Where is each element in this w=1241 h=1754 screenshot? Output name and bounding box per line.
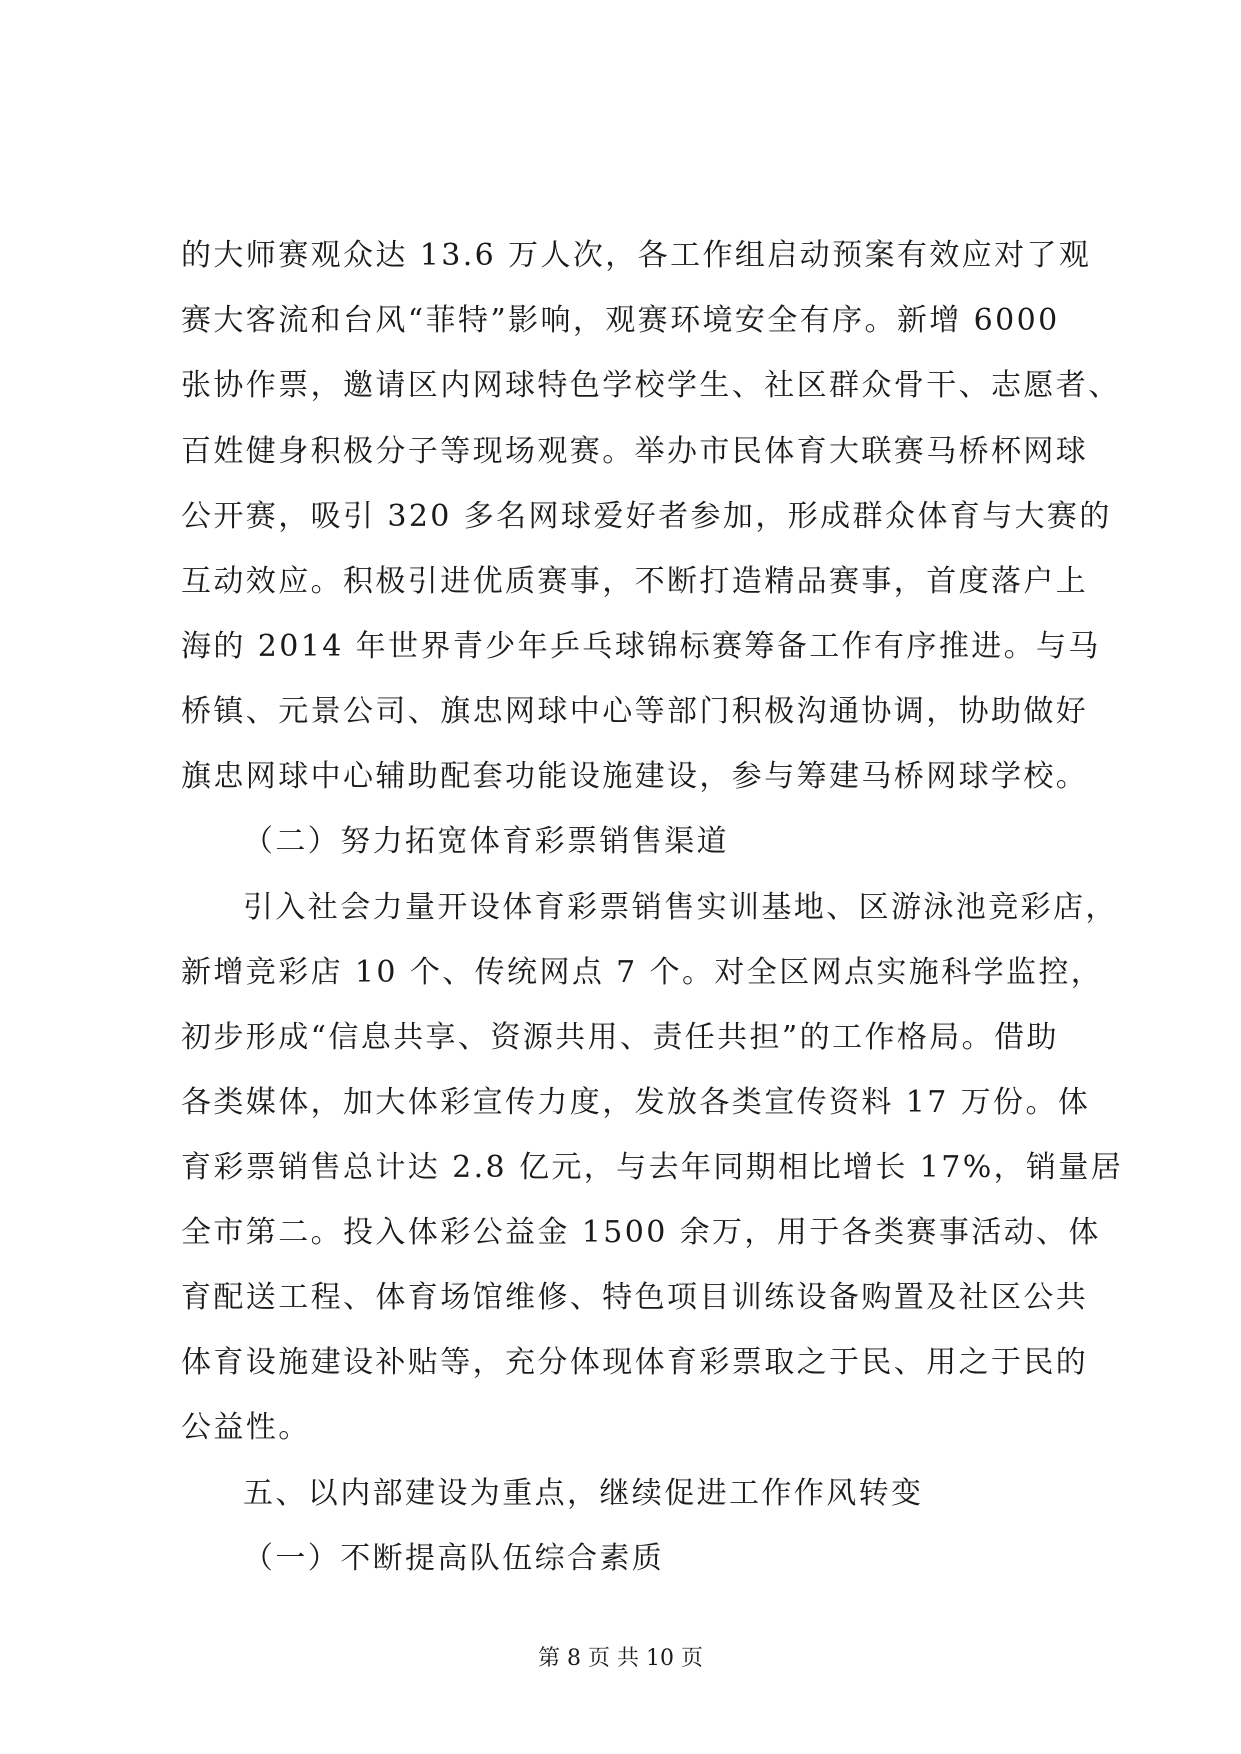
subsection-heading: （一）不断提高队伍综合素质	[243, 1541, 665, 1576]
page-number-footer: 第 8 页 共 10 页	[538, 1646, 703, 1671]
body-line: 公开赛，吸引 320 多名网球爱好者参加，形成群众体育与大赛的	[181, 499, 1112, 534]
section-heading: 五、以内部建设为重点，继续促进工作作风转变	[243, 1476, 924, 1511]
body-line: 百姓健身积极分子等现场观赛。举办市民体育大联赛马桥杯网球	[181, 434, 1089, 469]
body-line: 海的 2014 年世界青少年乒乓球锦标赛筹备工作有序推进。与马	[181, 629, 1101, 664]
body-line: 互动效应。积极引进优质赛事，不断打造精品赛事，首度落户上	[181, 564, 1089, 599]
body-line: 的大师赛观众达 13.6 万人次，各工作组启动预案有效应对了观	[181, 238, 1092, 273]
body-line: 体育设施建设补贴等，充分体现体育彩票取之于民、用之于民的	[181, 1345, 1089, 1380]
body-line: 育配送工程、体育场馆维修、特色项目训练设备购置及社区公共	[181, 1280, 1089, 1315]
body-line: 育彩票销售总计达 2.8 亿元，与去年同期相比增长 17%，销量居	[181, 1150, 1124, 1185]
body-line: 赛大客流和台风“菲特”影响，观赛环境安全有序。新增 6000	[181, 303, 1060, 338]
body-line: 旗忠网球中心辅助配套功能设施建设，参与筹建马桥网球学校。	[181, 759, 1089, 794]
body-line: 全市第二。投入体彩公益金 1500 余万，用于各类赛事活动、体	[181, 1215, 1101, 1250]
section-heading: （二）努力拓宽体育彩票销售渠道	[243, 824, 729, 859]
body-line: 初步形成“信息共享、资源共用、责任共担”的工作格局。借助	[181, 1020, 1059, 1055]
body-line: 引入社会力量开设体育彩票销售实训基地、区游泳池竞彩店，	[243, 890, 1118, 925]
body-line: 新增竞彩店 10 个、传统网点 7 个。对全区网点实施科学监控，	[181, 955, 1104, 990]
body-line: 公益性。	[181, 1410, 311, 1445]
body-line: 桥镇、元景公司、旗忠网球中心等部门积极沟通协调，协助做好	[181, 694, 1089, 729]
body-line: 张协作票，邀请区内网球特色学校学生、社区群众骨干、志愿者、	[181, 368, 1121, 403]
body-line: 各类媒体，加大体彩宣传力度，发放各类宣传资料 17 万份。体	[181, 1085, 1091, 1120]
